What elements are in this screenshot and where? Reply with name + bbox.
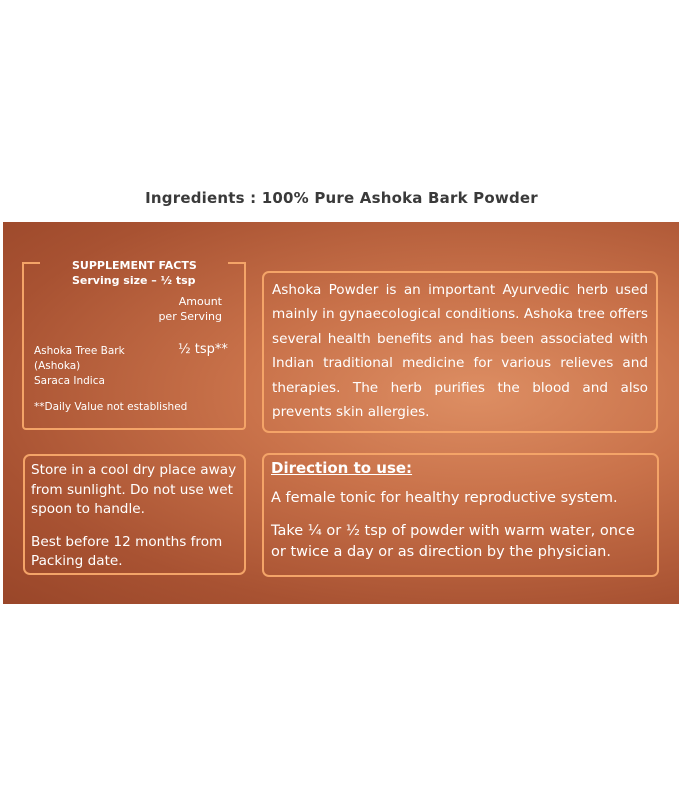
description-box [262,271,658,433]
direction-heading: Direction to use: [271,459,413,477]
best-before: Best before 12 months from Packing date. [31,533,223,569]
ingredient-line: Ashoka Tree Bark [34,345,125,357]
direction-benefit: A female tonic for healthy reproductive system. [271,490,618,506]
ingredient-name [34,344,125,389]
ingredient-line: Saraca Indica [34,375,105,387]
daily-value-note: **Daily Value not established [34,401,188,413]
storage-box [23,454,246,575]
bracket-right [228,262,246,272]
description-text: Ashoka Powder is an important Ayurvedic herb used mainly in gynaecological conditions. Ashoka tree offers several health benefits and has been associated with Indian traditional medicine for various relieves and therapies. The herb purifies the blood and also prevents skin allergies. [272,282,648,421]
per-serving-label: per Serving [158,310,222,323]
supplement-facts-heading: SUPPLEMENT FACTS [72,259,197,272]
amount-label: Amount [178,295,222,308]
amount-per-serving [158,294,222,324]
bracket-left [22,262,40,272]
direction-dosage: Take ¼ or ½ tsp of powder with warm water, once or twice a day or as direction by the physician. [271,523,635,560]
ingredients-title: Ingredients : 100% Pure Ashoka Bark Powder [145,189,538,207]
storage-instructions: Store in a cool dry place away from sunlight. Do not use wet spoon to handle. [31,462,237,517]
direction-box [262,453,659,577]
ingredient-line: (Ashoka) [34,360,81,372]
serving-size: Serving size – ½ tsp [72,274,196,287]
supplement-facts-box [22,259,246,430]
ingredient-quantity: ½ tsp** [178,342,228,357]
